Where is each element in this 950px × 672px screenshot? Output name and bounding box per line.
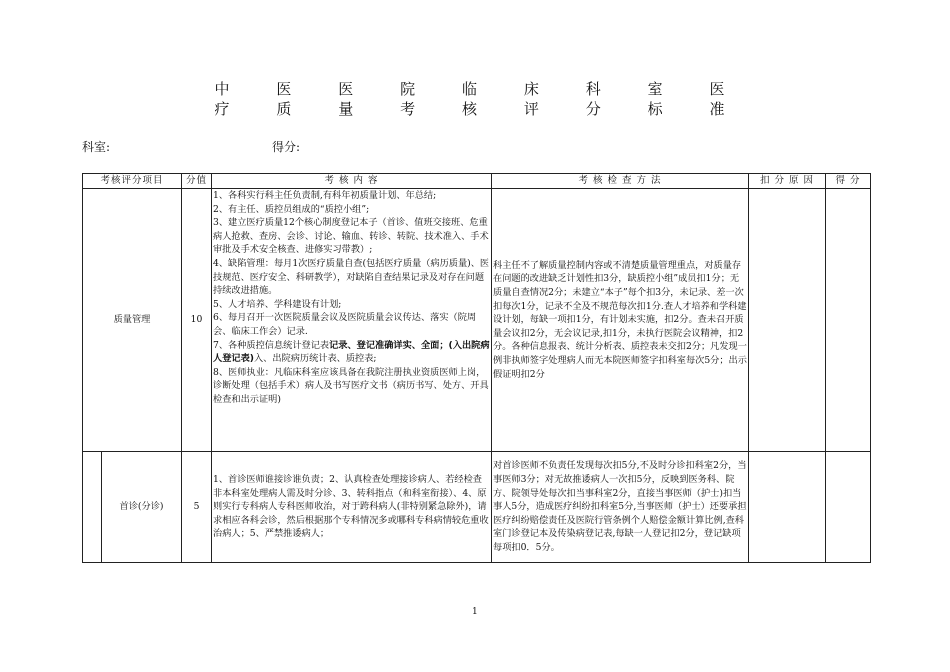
title-char: 标 <box>647 100 663 118</box>
header-deduct-reason: 扣 分 原 因 <box>749 174 826 189</box>
title-char: 准 <box>709 100 725 118</box>
content-bold-text: 记录、登记准确详实、全面；(入出院病人登记表) <box>213 339 490 365</box>
score-cell <box>826 452 871 563</box>
title-char: 分 <box>585 100 601 118</box>
title-char: 疗 <box>214 100 230 118</box>
method-cell: 科主任不了解质量控制内容或不清楚质量管理重点，对质量存在问题的改进缺乏计划性扣3分，缺质控小组”成员扣1分；无质量自查情况2分；未建立“本子”每个扣3分，未记录、差一次扣每次1分，记录不全及不规范每次扣1分.查人才培养和学科建设计划，每缺一项扣1分，有计划未实施，扣2分。查未召开质量会议扣2分，无会议记录,扣1分，未执行医院会议精神，扣2分。各种信息报表、统计分析表、质控表未交扣2分；凡发现一例非执师签字处理病人而无本院医师签字扣科室每次5分；出示假证明扣2分 <box>492 189 749 452</box>
deduct-reason-cell <box>749 452 826 563</box>
header-content: 考 核 内 容 <box>212 174 492 189</box>
header-method: 考 核 检 查 方 法 <box>492 174 749 189</box>
department-label: 科室: <box>82 140 111 154</box>
spacer-cell <box>83 452 102 563</box>
title-char: 院 <box>400 80 416 98</box>
title-char: 考 <box>400 100 416 118</box>
page-number: 1 <box>472 607 478 617</box>
title-line-1 <box>212 78 727 99</box>
deduct-reason-cell <box>749 189 826 452</box>
content-text-cont: 入、出院病历统计表、质控表; 8、医师执业：凡临床科室应该具备在我院注册执业资质医师上岗，诊断处理（包括手术）病人及书写医疗文书（病历书写、处方、开具检查和出示证明) <box>213 353 489 405</box>
item-cell: 首诊(分诊) <box>102 452 182 563</box>
title-char: 质 <box>276 100 292 118</box>
title-char: 中 <box>214 80 230 98</box>
method-cell: 对首诊医师不负责任发现每次扣5分,不及时分诊扣科室2分，当事医师3分；对无故推诿病人一次扣5分，反映到医务科、院方、院领导处每次扣当事科室2分，直接当事医师（护士)扣当事人5分，造成医疗纠纷扣科室5分,当事医师（护士）还要承担医疗纠纷赔偿责任及医院行管条例个人赔偿金额计算比例,查科室门诊登记本及传染病登记表,每缺一人登记扣2分，登记缺项每项扣0．5分。 <box>492 452 749 563</box>
title-char: 科 <box>585 80 601 98</box>
points-cell: 5 <box>182 452 212 563</box>
header-points: 分值 <box>182 174 212 189</box>
header-score: 得 分 <box>826 174 871 189</box>
title-char: 医 <box>276 80 292 98</box>
title-char: 评 <box>523 100 539 118</box>
table-row <box>83 452 871 563</box>
title-char: 量 <box>338 100 354 118</box>
table-row <box>83 189 871 452</box>
title-char: 临 <box>461 80 477 98</box>
item-cell: 质量管理 <box>83 189 182 452</box>
title-char: 医 <box>709 80 725 98</box>
title-line-2 <box>212 98 727 119</box>
title-char: 床 <box>523 80 539 98</box>
table-header-row <box>83 174 871 189</box>
points-cell: 10 <box>182 189 212 452</box>
title-char: 医 <box>338 80 354 98</box>
score-cell <box>826 189 871 452</box>
score-label: 得分: <box>272 140 301 154</box>
evaluation-table <box>82 173 871 563</box>
title-char: 核 <box>461 100 477 118</box>
title-char: 室 <box>647 80 663 98</box>
content-cell: 1、首诊医师谁接诊谁负责；2、认真检查处理接诊病人、若经检查非本科室处理病人需及时分诊、3、转科指点（和科室衔接）、4、原则实行专科病人专科医师收治，对于跨科病人(非特别紧急除外)，请求相应各科会诊，然后根据那个专科情况多或哪科专科病情较危重收治病人；5、严禁推诿病人； <box>212 452 492 563</box>
content-cell <box>212 189 492 452</box>
header-item: 考核评分项目 <box>83 174 182 189</box>
content-text: 1、各科实行科主任负责制,有科年初质量计划、年总结; 2、有主任、质控员组成的“质控小组”; 3、建立医疗质量12个核心制度登记本子（首诊、值班交接班、危重病人抢救、查房、会诊、讨论、输血、转诊、转院、技术准入、手术审批及手术安全核查、进修实习带教）; 4、缺陷管理：每月1次医疗质量自查(包括医疗质量（病历质量)、医技规范、医疗安全、科研教学），对缺陷自查结果记录及对存在问题持续改进措施。 5、人才培养、学科建设有计划; 6、每月召开一次医院质量会议及医院质量会议传达、落实（院周会、临床工作会）记录. 7、各种质控信息统计登记表 <box>213 190 490 351</box>
